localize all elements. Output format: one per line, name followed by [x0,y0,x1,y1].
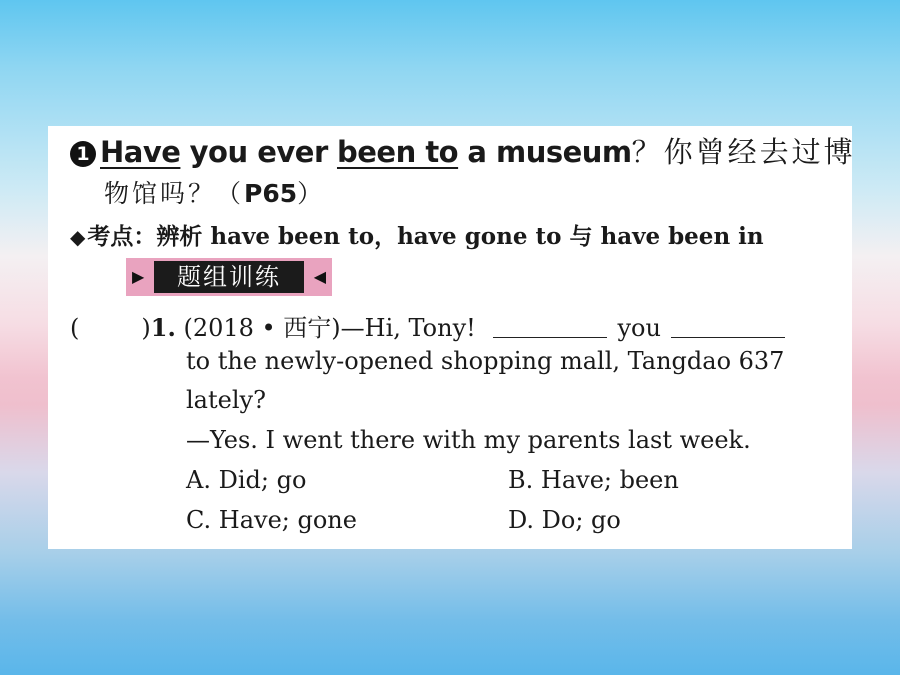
key-word-a-museum: a museum [467,135,632,169]
question-line-1 [70,308,795,343]
question-start: —Hi, Tony! [340,314,476,342]
page-reference: P65 [244,179,298,208]
section-banner [126,258,332,296]
question-answer: —Yes. I went there with my parents last week. [186,426,751,454]
test-point [70,218,764,251]
blank-1[interactable] [493,317,607,338]
exercise-card [48,126,856,549]
circled-number-one-icon: 1 [70,141,96,167]
option-c[interactable]: C. Have; gone [186,506,357,534]
section-title: 题组训练 [154,261,304,293]
question-source: (2018 • 西宁) [183,314,341,342]
translation-part-2-end: ） [297,179,326,208]
option-a[interactable]: A. Did; go [186,466,307,494]
key-sentence [70,130,856,171]
key-word-been-to: been to [336,135,459,169]
triangle-left-icon: ◀ [313,267,326,286]
translation-part-2: 物馆吗？（ [104,179,245,208]
question-line-2: to the newly-opened shopping mall, Tangdao 637 [186,347,785,375]
question-number: 1. [150,313,176,342]
question-line-3: lately? [186,386,266,414]
key-word-have: Have [100,135,181,169]
diamond-icon: ◆ [70,225,86,249]
translation-part-1: ？你曾经去过博 [631,135,856,169]
option-b[interactable]: B. Have; been [508,466,679,494]
triangle-right-icon: ▶ [132,267,145,286]
question-mid: you [617,314,661,342]
answer-paren-open: ( [70,314,80,342]
test-point-text: 考点：辨析 have been to，have gone to 与 have been in [87,223,764,250]
option-d[interactable]: D. Do; go [508,506,621,534]
key-word-you-ever: you ever [189,135,328,169]
answer-paren-close: ) [141,314,151,342]
translation-line-2 [104,174,325,210]
blank-2[interactable] [671,317,785,338]
